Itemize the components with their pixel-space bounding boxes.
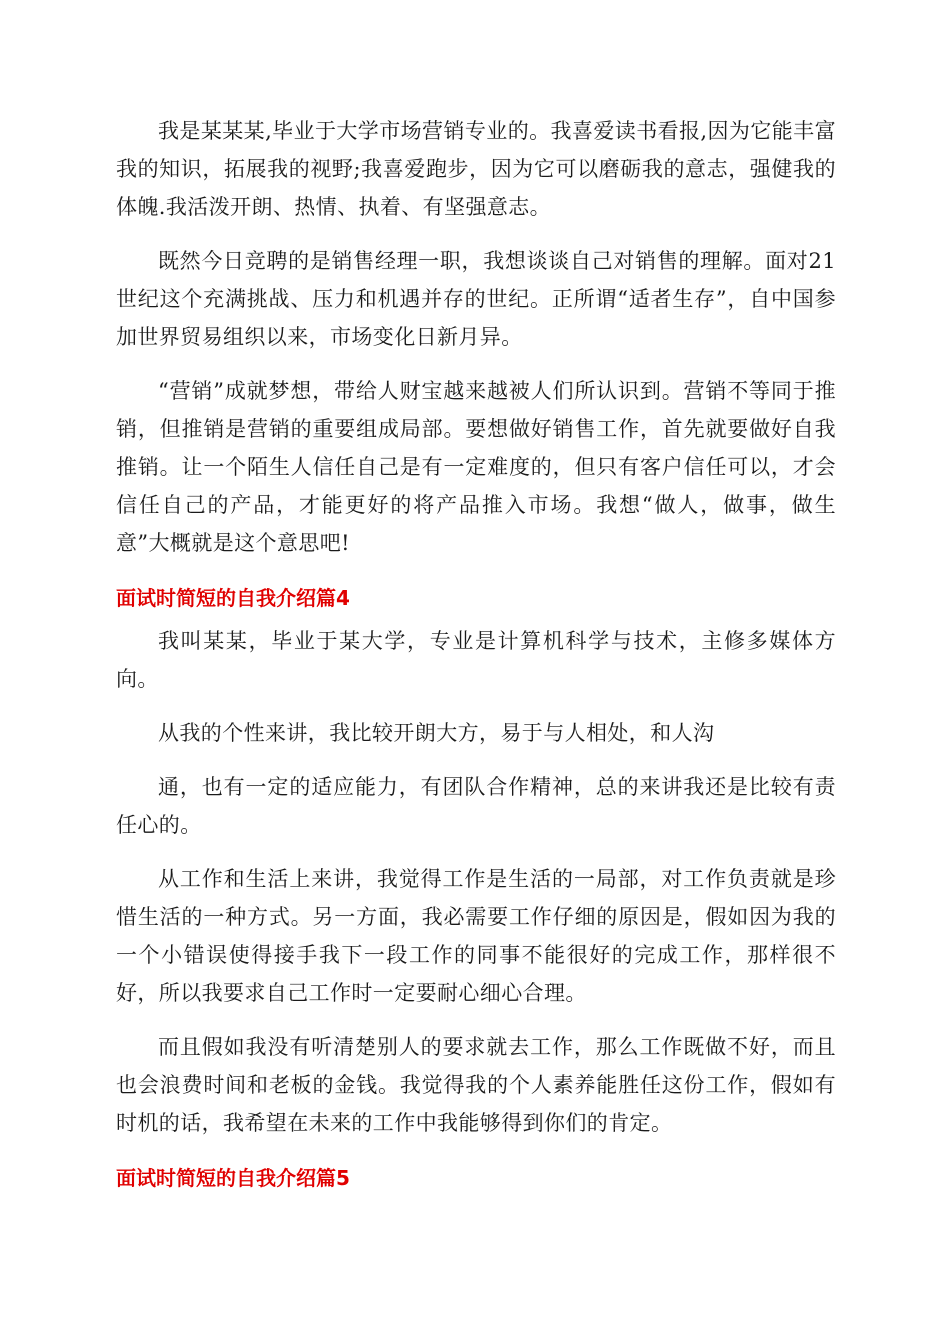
section-heading-4: 面试时简短的自我介绍篇4 bbox=[116, 586, 350, 610]
body-paragraph: 从我的个性来讲，我比较开朗大方，易于与人相处，和人沟 bbox=[158, 721, 715, 745]
body-paragraph: 通，也有一定的适应能力，有团队合作精神，总的来讲我还是比较有责任心的。 bbox=[116, 775, 836, 837]
body-paragraph: 我叫某某，毕业于某大学，专业是计算机科学与技术，主修多媒体方向。 bbox=[116, 629, 836, 691]
body-paragraph: 从工作和生活上来讲，我觉得工作是生活的一局部，对工作负责就是珍惜生活的一种方式。另一方面，我必需要工作仔细的原因是，假如因为我的一个小错误使得接手我下一段工作的同事不能很好的完成工作，那样很不好，所以我要求自己工作时一定要耐心细心合理。 bbox=[116, 867, 836, 1005]
body-paragraph: 我是某某某,毕业于大学市场营销专业的。我喜爱读书看报,因为它能丰富我的知识，拓展我的视野;我喜爱跑步，因为它可以磨砺我的意志，强健我的体魄.我活泼开朗、热情、执着、有坚强意志。 bbox=[116, 119, 836, 219]
body-paragraph: 既然今日竞聘的是销售经理一职，我想谈谈自己对销售的理解。面对21世纪这个充满挑战、压力和机遇并存的世纪。正所谓“适者生存”，自中国参加世界贸易组织以来，市场变化日新月异。 bbox=[116, 249, 836, 349]
body-paragraph: 而且假如我没有听清楚别人的要求就去工作，那么工作既做不好，而且也会浪费时间和老板的金钱。我觉得我的个人素养能胜任这份工作，假如有时机的话，我希望在未来的工作中我能够得到你们的肯定。 bbox=[116, 1035, 836, 1135]
document-body bbox=[116, 112, 836, 1196]
body-paragraph: “营销”成就梦想，带给人财宝越来越被人们所认识到。营销不等同于推销，但推销是营销的重要组成局部。要想做好销售工作，首先就要做好自我推销。让一个陌生人信任自己是有一定难度的，但只有客户信任可以，才会信任自己的产品，才能更好的将产品推入市场。我想“做人，做事，做生意”大概就是这个意思吧! bbox=[116, 379, 836, 555]
section-heading-5: 面试时简短的自我介绍篇5 bbox=[116, 1166, 350, 1190]
